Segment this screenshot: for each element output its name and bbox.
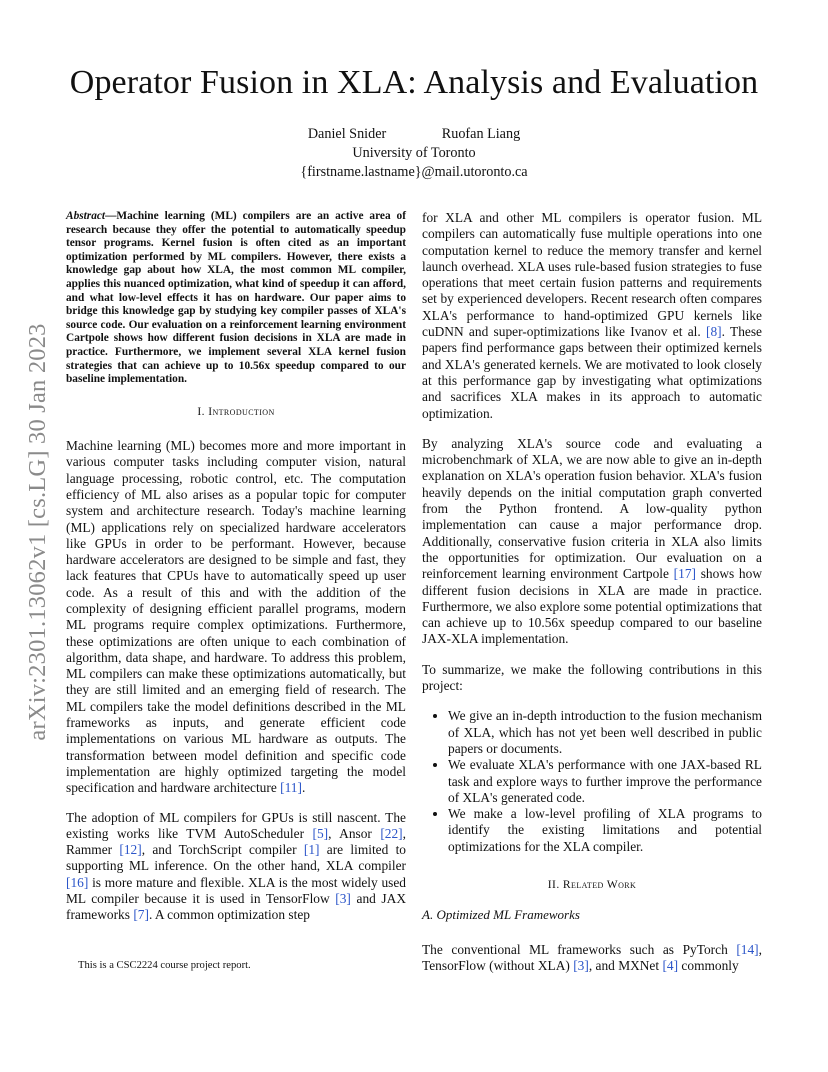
citation-link[interactable]: [8] bbox=[706, 324, 722, 340]
citation-link[interactable]: [4] bbox=[662, 957, 679, 973]
arxiv-sidebar bbox=[18, 292, 58, 772]
abstract-text: Machine learning (ML) compilers are an active area of research because they offer the potential to automatically speedup tensor programs. Kernel fusion is often cited as an important optimization performed by ML compilers. However, there exists a knowledge gap about how XLA, the most common ML compiler, applies this nuanced optimization, what kind of speedup it can afford, and what low-level effects it has on hardware. Our paper aims to bridge this knowledge gap by studying key compiler passes of XLA's source code. Our evaluation on a reinforcement learning environment Cartpole shows how different fusion decisions in XLA are made in practice. Furthermore, we implement several XLA kernel fusion strategies that can achieve up to 10.56x speedup compared to our baseline implementation. bbox=[66, 210, 406, 386]
author-name: Daniel Snider bbox=[307, 126, 387, 142]
author-names bbox=[0, 125, 828, 144]
abstract-label: Abstract bbox=[66, 210, 106, 222]
citation-link[interactable]: [16] bbox=[66, 874, 89, 890]
paragraph: Machine learning (ML) becomes more and more important in various computer tasks including computer vision, natural language processing, robotic control, etc. The computation efficiency of ML also arises as a popular topic for computer system and architecture research. Today's machine learning (ML) applications rely on specialized hardware accelerators like GPUs in order to be performant. However, because hardware accelerators are designed to be simple and fast, they lack features that CPUs have to automatically speed up user code. As a result of this and with the addition of the complexity of designing efficient parallel programs, modern ML programs require complex optimizations. Furthermore, these optimizations are often unique to each combination of algorithm, data shape, and hardware. To address this problem, ML compilers can make these optimizations automatically, but they are still limited and an emerging field of research. The ML compilers take the model definitions described in the ML frameworks as inputs, and generate efficient code implementations on various ML hardware as outputs. The transformation between model definition and specific code implementation are highly optimized targeting the model specification and hardware architecture [11]. bbox=[66, 438, 406, 796]
citation-link[interactable]: [17] bbox=[673, 566, 696, 582]
section-heading-related-work: II. Related Work bbox=[547, 877, 637, 891]
subsection-heading: A. Optimized ML Frameworks bbox=[422, 907, 580, 923]
paragraph: By analyzing XLA's source code and evaluating a microbenchmark of XLA, we are now able to give an in-depth explanation on XLA's operation fusion behavior. XLA's fusion heavily depends on the initial computation graph converted from the Python frontend. A low-quality python implementation can cause a major performance drop. Additionally, conservative fusion criteria in XLA also limits the opportunities for optimization. Our evaluation on a reinforcement learning environment Cartpole [17] shows how different fusion decisions in XLA are made in practice. Furthermore, we also explore some potential optimizations that can achieve up to 10.56x speedup compared to our baseline JAX-XLA implementation. bbox=[422, 435, 762, 647]
author-name: Ruofan Liang bbox=[441, 126, 521, 142]
citation-link[interactable]: [7] bbox=[133, 907, 149, 923]
paragraph: To summarize, we make the following contributions in this project: bbox=[422, 661, 762, 694]
citation-link[interactable]: [22] bbox=[380, 825, 403, 841]
author-email: {firstname.lastname}@mail.utoronto.ca bbox=[300, 164, 528, 180]
author-block bbox=[0, 125, 828, 182]
citation-link[interactable]: [14] bbox=[736, 941, 759, 957]
paper-title: Operator Fusion in XLA: Analysis and Evaluation bbox=[69, 64, 759, 101]
citation-link[interactable]: [3] bbox=[335, 891, 351, 907]
list-item: • We evaluate XLA's performance with one JAX-based RL task and explore ways to further improve the performance of XLA's generated code. bbox=[448, 757, 762, 806]
paragraph: The conventional ML frameworks such as PyTorch [14], TensorFlow (without XLA) [3], and MXNet [4] commonly bbox=[422, 941, 762, 973]
contributions-list bbox=[422, 708, 762, 855]
citation-link[interactable]: [3] bbox=[573, 957, 589, 973]
arxiv-identifier: arXiv:2301.13062v1 [cs.LG] 30 Jan 2023 bbox=[24, 323, 51, 741]
section-heading-introduction: I. Introduction bbox=[197, 404, 275, 418]
list-item: • We make a low-level profiling of XLA programs to identify the existing limitations and potential optimizations for the XLA compiler. bbox=[448, 806, 762, 855]
paragraph: for XLA and other ML compilers is operator fusion. ML compilers can automatically fuse multiple operations into one computation kernel to reduce the memory transfer and kernel launch overhead. XLA uses rule-based fusion strategies to fuse operations that meet certain fusion patterns and requirements set by experienced developers. Recent research often compares XLA's performance to hand-optimized GPU kernels like cuDNN and super-optimizations like Ivanov et al. [8]. These papers find performance gaps between their optimized kernels and XLA's generated kernels. We are motivated to look closely at this performance gap by investigating what optimizations and sacrifices XLA makes in its approach to automatic optimization. bbox=[422, 210, 762, 421]
affiliation: University of Toronto bbox=[352, 145, 476, 161]
list-item: • We give an in-depth introduction to the fusion mechanism of XLA, which has not yet been well described in public papers or documents. bbox=[448, 708, 762, 757]
right-column bbox=[422, 210, 762, 974]
citation-link[interactable]: [11] bbox=[280, 780, 302, 796]
left-column bbox=[66, 210, 406, 924]
footnote: This is a CSC2224 course project report. bbox=[78, 960, 251, 971]
citation-link[interactable]: [1] bbox=[303, 842, 320, 858]
citation-link[interactable]: [12] bbox=[119, 842, 142, 858]
citation-link[interactable]: [5] bbox=[312, 825, 329, 841]
paragraph: The adoption of ML compilers for GPUs is still nascent. The existing works like TVM AutoScheduler [5], Ansor [22], Rammer [12], and TorchScript compiler [1] are limited to supporting ML inference. On the other hand, XLA compiler [16] is more mature and flexible. XLA is the most widely used ML compiler because it is used in TensorFlow [3] and JAX frameworks [7]. A common optimization step bbox=[66, 809, 406, 923]
abstract: Abstract—Machine learning (ML) compilers are an active area of research because they offer the potential to automatically speedup tensor programs. Kernel fusion is often cited as an important optimization performed by ML compilers. However, there exists a knowledge gap about how XLA, the most common ML compiler, applies this nuanced optimization, what kind of speedup it can afford, and what low-level effects it has on hardware. Our paper aims to bridge this knowledge gap by studying key compiler passes of XLA's source code. Our evaluation on a reinforcement learning environment Cartpole shows how different fusion decisions in XLA are made in practice. Furthermore, we implement several XLA kernel fusion strategies that can achieve up to 10.56x speedup compared to our baseline implementation. bbox=[66, 210, 406, 386]
